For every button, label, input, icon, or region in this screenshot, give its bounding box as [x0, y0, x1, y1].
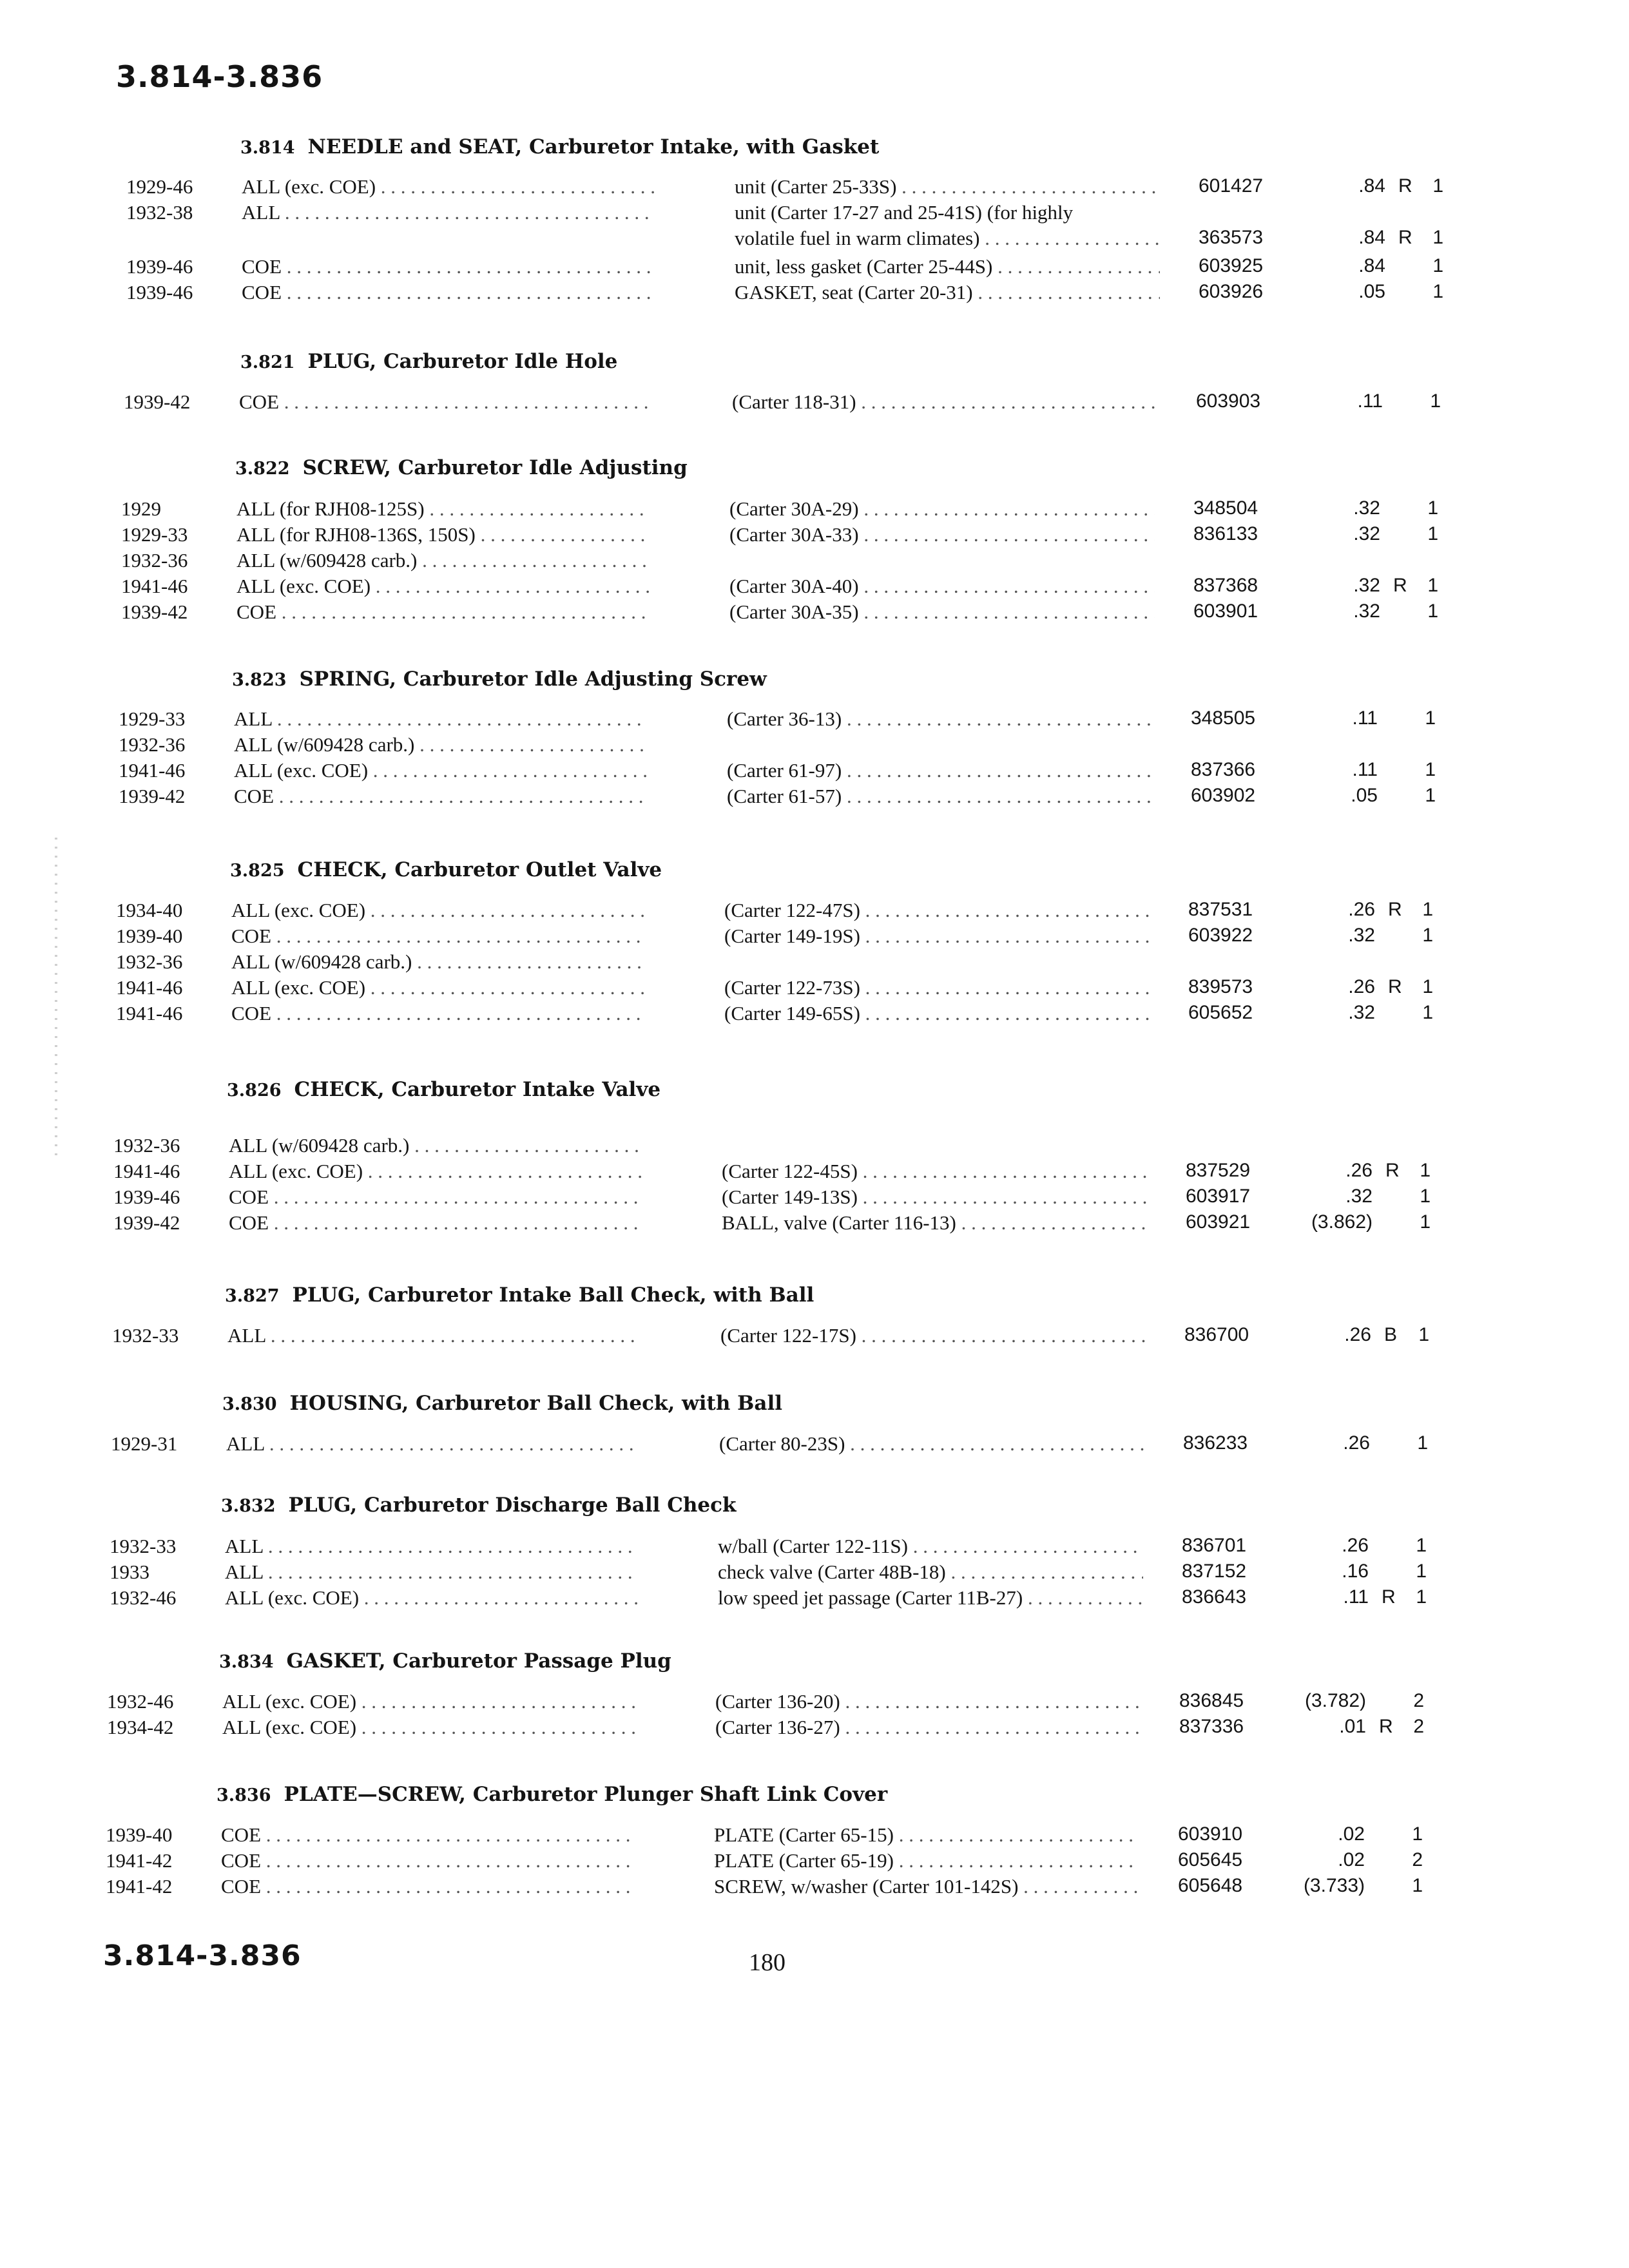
row-part-number: 603910	[1178, 1823, 1243, 1845]
row-price: .26	[1342, 1535, 1369, 1556]
row-model: COE . . .	[229, 1211, 641, 1235]
row-price: .11	[1357, 390, 1383, 412]
row-model: ALL . . .	[226, 1432, 639, 1456]
row-years: 1941-46	[121, 575, 188, 597]
parts-row	[0, 1002, 1629, 1028]
row-description: (Carter 30A-35) . . .	[729, 601, 1155, 624]
row-years: 1941-46	[116, 1002, 183, 1024]
section-number: 3.821	[240, 352, 295, 372]
row-price: .32	[1348, 1002, 1375, 1023]
row-part-number: 836700	[1184, 1324, 1249, 1345]
row-flag: R	[1388, 899, 1402, 920]
row-years: 1929-33	[119, 707, 186, 730]
row-quantity: 1	[1416, 1561, 1427, 1582]
row-quantity: 1	[1425, 785, 1436, 806]
section-heading: PLUG, Carburetor Idle Hole	[307, 350, 618, 373]
section-title	[240, 350, 617, 373]
section-title	[222, 1392, 782, 1415]
row-quantity: 2	[1412, 1849, 1423, 1870]
parts-row	[0, 1535, 1629, 1561]
parts-row	[0, 899, 1629, 925]
section-number: 3.836	[217, 1785, 271, 1805]
row-model: ALL . . .	[227, 1324, 640, 1347]
row-description: BALL, valve (Carter 116-13) . . .	[722, 1211, 1147, 1235]
row-model: ALL (exc. COE) . . .	[242, 175, 654, 198]
section-title	[217, 1783, 887, 1806]
row-model: ALL . . .	[225, 1535, 637, 1558]
row-description: (Carter 61-97) . . .	[727, 759, 1152, 782]
row-quantity: 1	[1412, 1823, 1423, 1845]
row-model: ALL (exc. COE) . . .	[222, 1716, 635, 1739]
row-description: volatile fuel in warm climates) . . .	[735, 227, 1160, 250]
row-model: ALL (exc. COE) . . .	[222, 1690, 635, 1713]
row-model: ALL (exc. COE) . . .	[229, 1160, 641, 1183]
row-price: .02	[1338, 1849, 1365, 1870]
row-price: (3.733)	[1303, 1875, 1365, 1896]
row-years: 1932-38	[126, 201, 193, 224]
row-years: 1941-46	[119, 759, 186, 782]
row-model: COE . . .	[221, 1849, 633, 1872]
section-heading: CHECK, Carburetor Intake Valve	[294, 1078, 661, 1101]
section-number: 3.834	[219, 1652, 274, 1672]
row-years: 1939-46	[126, 281, 193, 303]
parts-row	[0, 976, 1629, 1002]
row-part-number: 363573	[1199, 227, 1264, 248]
row-price: .32	[1353, 575, 1380, 596]
row-quantity: 1	[1422, 1002, 1433, 1023]
row-years: 1932-36	[113, 1134, 180, 1157]
row-years: 1939-42	[124, 390, 191, 413]
row-quantity: 1	[1417, 1432, 1428, 1454]
row-description: (Carter 80-23S) . . .	[719, 1432, 1144, 1456]
row-part-number: 601427	[1199, 175, 1264, 197]
row-description: unit (Carter 25-33S) . . .	[735, 175, 1160, 198]
row-flag: B	[1384, 1324, 1398, 1345]
row-quantity: 1	[1416, 1586, 1427, 1608]
row-price: .26	[1343, 1432, 1370, 1454]
row-model: ALL (exc. COE) . . .	[234, 759, 646, 782]
row-years: 1932-36	[116, 950, 183, 973]
row-quantity: 1	[1422, 925, 1433, 946]
parts-row	[0, 1849, 1629, 1875]
parts-row	[0, 523, 1629, 549]
row-description: low speed jet passage (Carter 11B-27) . . .	[718, 1586, 1143, 1610]
section-heading: NEEDLE and SEAT, Carburetor Intake, with Gasket	[307, 135, 880, 159]
row-years: 1939-42	[121, 601, 188, 623]
row-price: (3.782)	[1304, 1690, 1366, 1711]
row-flag: R	[1379, 1716, 1393, 1737]
row-years: 1941-46	[116, 976, 183, 999]
section-heading: PLATE—SCREW, Carburetor Plunger Shaft Link Cover	[284, 1783, 888, 1806]
row-price: .05	[1358, 281, 1385, 302]
row-part-number: 603925	[1199, 255, 1264, 276]
row-model: COE . . .	[236, 601, 649, 624]
row-price: .02	[1338, 1823, 1365, 1845]
row-model: COE . . .	[242, 255, 654, 278]
row-part-number: 605652	[1188, 1002, 1253, 1023]
parts-row	[0, 1690, 1629, 1716]
row-part-number: 836701	[1182, 1535, 1247, 1556]
row-model: ALL (w/609428 carb.) . . .	[234, 733, 646, 756]
row-quantity: 1	[1416, 1535, 1427, 1556]
row-part-number: 836845	[1179, 1690, 1244, 1711]
row-price: .26	[1345, 1160, 1373, 1181]
row-years: 1929-46	[126, 175, 193, 198]
row-quantity: 1	[1420, 1211, 1431, 1233]
row-years: 1939-42	[119, 785, 186, 807]
row-quantity: 1	[1427, 575, 1438, 596]
parts-row	[0, 733, 1629, 759]
row-price: .26	[1348, 899, 1375, 920]
section-heading: PLUG, Carburetor Intake Ball Check, with Ball	[292, 1283, 815, 1307]
section-heading: PLUG, Carburetor Discharge Ball Check	[288, 1494, 737, 1517]
row-quantity: 1	[1425, 707, 1436, 729]
row-description: PLATE (Carter 65-15) . . .	[714, 1823, 1139, 1847]
row-model: COE . . .	[221, 1875, 633, 1898]
row-price: .32	[1348, 925, 1375, 946]
section-title	[227, 1078, 660, 1101]
row-model: ALL (exc. COE) . . .	[231, 899, 644, 922]
row-description: (Carter 118-31) . . .	[732, 390, 1157, 414]
row-part-number: 837152	[1182, 1561, 1247, 1582]
parts-row	[0, 497, 1629, 523]
parts-row	[0, 201, 1629, 227]
row-part-number: 837336	[1179, 1716, 1244, 1737]
section-number: 3.826	[227, 1081, 282, 1100]
row-part-number: 836643	[1182, 1586, 1247, 1608]
row-quantity: 1	[1432, 281, 1443, 302]
row-years: 1933	[110, 1561, 149, 1583]
row-years: 1932-36	[121, 549, 188, 572]
row-part-number: 603926	[1199, 281, 1264, 302]
page-header-range: 3.814-3.836	[116, 59, 323, 94]
row-model: ALL (w/609428 carb.) . . .	[231, 950, 644, 974]
row-price: .26	[1348, 976, 1375, 997]
row-price: .16	[1342, 1561, 1369, 1582]
row-quantity: 1	[1427, 601, 1438, 622]
row-description: (Carter 30A-40) . . .	[729, 575, 1155, 598]
row-flag: R	[1385, 1160, 1400, 1181]
row-description: (Carter 149-13S) . . .	[722, 1186, 1147, 1209]
row-description: (Carter 36-13) . . .	[727, 707, 1152, 731]
row-part-number: 603917	[1186, 1186, 1251, 1207]
row-part-number: 837368	[1193, 575, 1258, 596]
row-model: ALL . . .	[242, 201, 654, 224]
row-model: COE . . .	[229, 1186, 641, 1209]
row-model: COE . . .	[239, 390, 651, 414]
row-price: .84	[1358, 227, 1385, 248]
row-description: (Carter 122-73S) . . .	[724, 976, 1150, 999]
row-description: (Carter 30A-33) . . .	[729, 523, 1155, 546]
row-price: .05	[1351, 785, 1378, 806]
row-quantity: 1	[1427, 497, 1438, 519]
section-number: 3.830	[222, 1394, 277, 1414]
parts-row	[0, 1586, 1629, 1612]
parts-row	[0, 1160, 1629, 1186]
parts-row	[0, 575, 1629, 601]
parts-row	[0, 1823, 1629, 1849]
section-title	[232, 668, 767, 691]
row-price: .84	[1358, 255, 1385, 276]
row-years: 1941-46	[113, 1160, 180, 1182]
row-price: .32	[1353, 601, 1380, 622]
row-description: (Carter 61-57) . . .	[727, 785, 1152, 808]
row-flag: R	[1388, 976, 1402, 997]
row-years: 1932-33	[110, 1535, 177, 1557]
parts-row	[0, 227, 1629, 253]
row-quantity: 1	[1427, 523, 1438, 544]
parts-row	[0, 925, 1629, 950]
row-quantity: 2	[1413, 1690, 1424, 1711]
row-model: COE . . .	[234, 785, 646, 808]
section-number: 3.823	[232, 670, 287, 690]
row-price: .01	[1339, 1716, 1366, 1737]
row-years: 1941-42	[106, 1875, 173, 1898]
section-number: 3.814	[240, 138, 295, 158]
row-quantity: 1	[1432, 175, 1443, 197]
section-number: 3.822	[235, 459, 290, 479]
section-heading: SPRING, Carburetor Idle Adjusting Screw	[299, 668, 767, 691]
section-number: 3.832	[221, 1496, 276, 1516]
row-years: 1934-40	[116, 899, 183, 921]
parts-row	[0, 1324, 1629, 1350]
row-years: 1941-42	[106, 1849, 173, 1872]
parts-row	[0, 1875, 1629, 1901]
row-price: .11	[1343, 1586, 1369, 1608]
row-model: COE . . .	[221, 1823, 633, 1847]
parts-row	[0, 759, 1629, 785]
parts-row	[0, 281, 1629, 307]
row-years: 1932-46	[107, 1690, 174, 1713]
parts-row	[0, 950, 1629, 976]
parts-row	[0, 707, 1629, 733]
page-footer-range: 3.814-3.836	[103, 1939, 302, 1972]
row-description: (Carter 149-19S) . . .	[724, 925, 1150, 948]
parts-row	[0, 175, 1629, 201]
row-model: ALL (exc. COE) . . .	[225, 1586, 637, 1610]
parts-row	[0, 1211, 1629, 1237]
row-description: PLATE (Carter 65-19) . . .	[714, 1849, 1139, 1872]
row-part-number: 348504	[1193, 497, 1258, 519]
row-quantity: 1	[1412, 1875, 1423, 1896]
row-description: (Carter 30A-29) . . .	[729, 497, 1155, 521]
section-title	[240, 135, 879, 159]
parts-row	[0, 1561, 1629, 1586]
row-years: 1932-46	[110, 1586, 177, 1609]
row-years: 1932-36	[119, 733, 186, 756]
section-title	[225, 1283, 814, 1307]
parts-row	[0, 390, 1629, 416]
row-description: SCREW, w/washer (Carter 101-142S) . . .	[714, 1875, 1139, 1898]
row-quantity: 2	[1413, 1716, 1424, 1737]
row-description: (Carter 122-17S) . . .	[720, 1324, 1146, 1347]
row-model: ALL (exc. COE) . . .	[231, 976, 644, 999]
row-quantity: 1	[1422, 976, 1433, 997]
row-flag: R	[1382, 1586, 1396, 1608]
row-price: .84	[1358, 175, 1385, 197]
row-description: unit, less gasket (Carter 25-44S) . . .	[735, 255, 1160, 278]
row-part-number: 837529	[1186, 1160, 1251, 1181]
row-model: COE . . .	[231, 925, 644, 948]
row-model: ALL (exc. COE) . . .	[236, 575, 649, 598]
section-number: 3.827	[225, 1286, 280, 1306]
row-quantity: 1	[1420, 1160, 1431, 1181]
row-quantity: 1	[1418, 1324, 1429, 1345]
parts-row	[0, 601, 1629, 626]
row-model: ALL . . .	[225, 1561, 637, 1584]
row-part-number: 603903	[1196, 390, 1261, 412]
parts-row	[0, 785, 1629, 811]
row-model: ALL . . .	[234, 707, 646, 731]
section-number: 3.825	[230, 861, 285, 881]
row-price: .32	[1345, 1186, 1373, 1207]
row-part-number: 605648	[1178, 1875, 1243, 1896]
row-flag: R	[1398, 227, 1412, 248]
row-years: 1939-40	[116, 925, 183, 947]
row-description: w/ball (Carter 122-11S) . . .	[718, 1535, 1143, 1558]
row-model: COE . . .	[242, 281, 654, 304]
section-title	[235, 456, 688, 479]
row-part-number: 836133	[1193, 523, 1258, 544]
parts-row	[0, 549, 1629, 575]
row-part-number: 603921	[1186, 1211, 1251, 1233]
row-model: ALL (for RJH08-136S, 150S) . . .	[236, 523, 649, 546]
parts-row	[0, 1432, 1629, 1458]
row-years: 1934-42	[107, 1716, 174, 1738]
row-price: .26	[1344, 1324, 1371, 1345]
section-title	[221, 1494, 737, 1517]
row-description: (Carter 149-65S) . . .	[724, 1002, 1150, 1025]
row-flag: R	[1393, 575, 1407, 596]
row-price: .11	[1352, 759, 1378, 780]
row-years: 1929-33	[121, 523, 188, 546]
page-number: 180	[749, 1949, 786, 1976]
row-years: 1932-33	[112, 1324, 179, 1347]
row-years: 1939-40	[106, 1823, 173, 1846]
section-title	[230, 858, 662, 881]
row-part-number: 837366	[1191, 759, 1256, 780]
row-years: 1929-31	[111, 1432, 178, 1455]
row-quantity: 1	[1422, 899, 1433, 920]
row-description: GASKET, seat (Carter 20-31) . . .	[735, 281, 1160, 304]
row-model: ALL (w/609428 carb.) . . .	[229, 1134, 641, 1157]
row-quantity: 1	[1432, 255, 1443, 276]
row-flag: R	[1398, 175, 1412, 197]
parts-row	[0, 255, 1629, 281]
section-heading: CHECK, Carburetor Outlet Valve	[297, 858, 662, 881]
row-part-number: 603901	[1193, 601, 1258, 622]
row-model: ALL (for RJH08-125S) . . .	[236, 497, 649, 521]
row-part-number: 605645	[1178, 1849, 1243, 1870]
row-description: unit (Carter 17-27 and 25-41S) (for highly	[735, 201, 1074, 224]
row-price: .11	[1352, 707, 1378, 729]
row-description: (Carter 122-45S) . . .	[722, 1160, 1147, 1183]
parts-row	[0, 1186, 1629, 1211]
section-heading: GASKET, Carburetor Passage Plug	[286, 1649, 671, 1673]
row-years: 1939-46	[113, 1186, 180, 1208]
row-part-number: 603922	[1188, 925, 1253, 946]
section-heading: SCREW, Carburetor Idle Adjusting	[302, 456, 688, 479]
section-heading: HOUSING, Carburetor Ball Check, with Ball	[289, 1392, 782, 1415]
section-title	[219, 1649, 671, 1673]
row-description: check valve (Carter 48B-18) . . .	[718, 1561, 1143, 1584]
row-quantity: 1	[1420, 1186, 1431, 1207]
row-years: 1939-42	[113, 1211, 180, 1234]
parts-row	[0, 1134, 1629, 1160]
row-price: (3.862)	[1311, 1211, 1373, 1233]
row-description: (Carter 136-27) . . .	[715, 1716, 1141, 1739]
row-years: 1929	[121, 497, 161, 520]
row-part-number: 348505	[1191, 707, 1256, 729]
row-quantity: 1	[1432, 227, 1443, 248]
row-price: .32	[1353, 497, 1380, 519]
row-part-number: 603902	[1191, 785, 1256, 806]
row-price: .32	[1353, 523, 1380, 544]
row-model: ALL (w/609428 carb.) . . .	[236, 549, 649, 572]
row-description: (Carter 122-47S) . . .	[724, 899, 1150, 922]
row-quantity: 1	[1430, 390, 1441, 412]
parts-row	[0, 1716, 1629, 1742]
row-description: (Carter 136-20) . . .	[715, 1690, 1141, 1713]
row-quantity: 1	[1425, 759, 1436, 780]
row-years: 1939-46	[126, 255, 193, 278]
row-model: COE . . .	[231, 1002, 644, 1025]
row-part-number: 836233	[1183, 1432, 1248, 1454]
row-part-number: 837531	[1188, 899, 1253, 920]
row-part-number: 839573	[1188, 976, 1253, 997]
